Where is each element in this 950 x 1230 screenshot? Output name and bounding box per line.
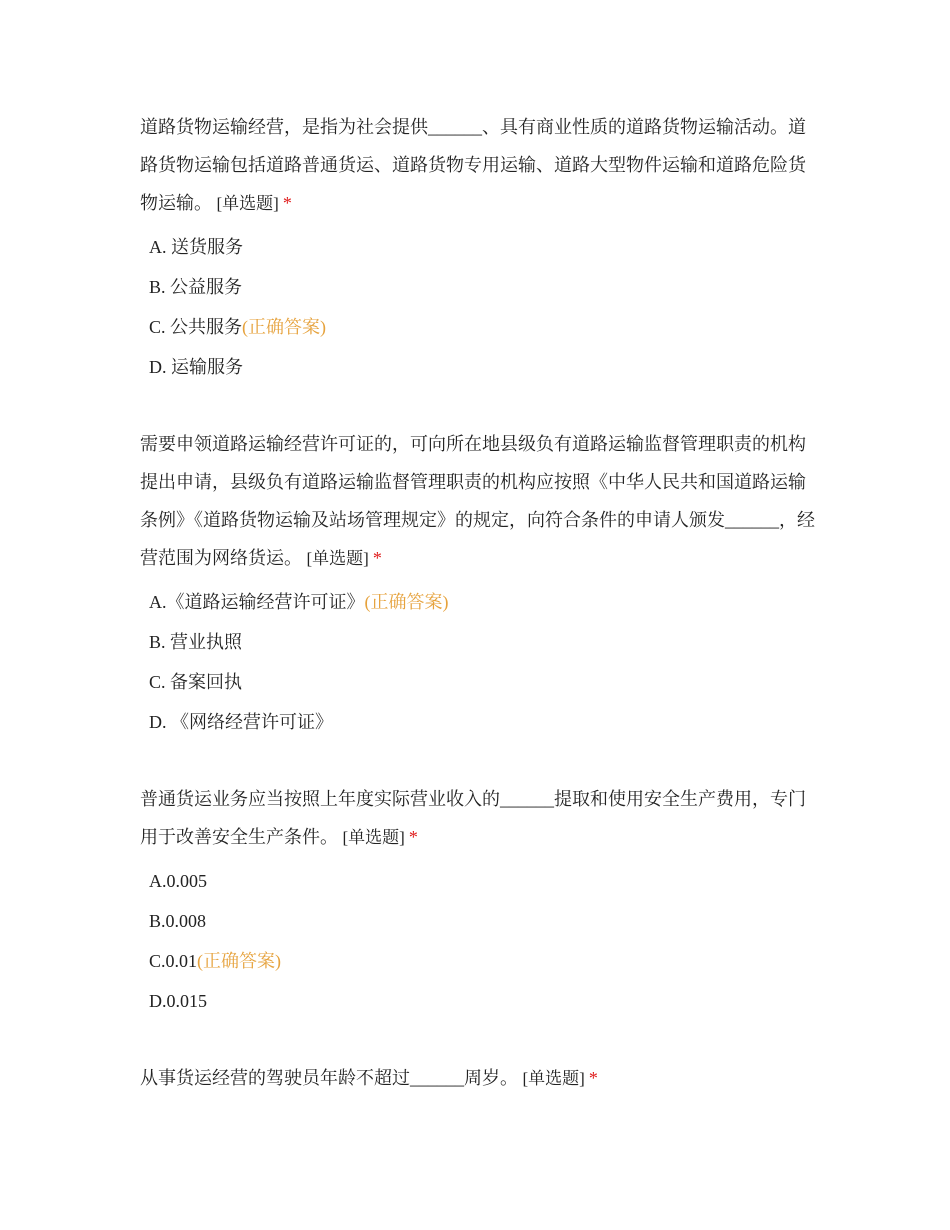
option-label: B. 公益服务 [149,277,243,297]
option-list [140,861,820,1021]
question-2 [140,425,820,742]
question-text [140,425,820,578]
correct-answer-mark: (正确答案) [242,317,327,337]
question-stem: 普通货运业务应当按照上年度实际营业收入的______提取和使用安全生产费用，专门用于改善安全生产条件。 [140,789,806,847]
option-a[interactable] [140,227,820,267]
option-label: B.0.008 [149,911,207,931]
correct-answer-mark: (正确答案) [364,592,449,612]
required-mark: * [372,548,382,568]
option-c[interactable] [140,662,820,702]
question-4 [140,1059,820,1098]
option-c[interactable] [140,307,820,347]
required-mark: * [588,1068,598,1088]
correct-answer-mark: (正确答案) [197,951,282,971]
question-type-tag: [单选题] [342,828,405,847]
question-stem: 从事货运经营的驾驶员年龄不超过______周岁。 [140,1068,518,1088]
question-text [140,108,820,223]
required-mark: * [408,827,418,847]
option-label: D. 《网络经营许可证》 [149,712,333,732]
question-list [140,108,820,1136]
option-list [140,582,820,742]
option-label: C.0.01 [149,951,198,971]
required-mark: * [282,193,292,213]
option-d[interactable] [140,702,820,742]
question-text [140,1059,820,1098]
question-type-tag: [单选题] [522,1069,585,1088]
question-stem: 道路货物运输经营，是指为社会提供______、具有商业性质的道路货物运输活动。道路货物运输包括道路普通货运、道路货物专用运输、道路大型物件运输和道路危险货物运输。 [140,117,806,213]
question-3 [140,780,820,1021]
option-b[interactable] [140,267,820,307]
option-d[interactable] [140,981,820,1021]
question-type-tag: [单选题] [216,194,279,213]
question-text [140,780,820,857]
option-label: A.《道路运输经营许可证》 [149,592,365,612]
option-b[interactable] [140,622,820,662]
question-1 [140,108,820,387]
question-type-tag: [单选题] [306,549,369,568]
option-a[interactable] [140,861,820,901]
option-label: A. 送货服务 [149,237,243,257]
option-label: B. 营业执照 [149,632,243,652]
option-label: A.0.005 [149,871,207,891]
option-label: D.0.015 [149,991,207,1011]
option-b[interactable] [140,901,820,941]
option-label: C. 公共服务 [149,317,243,337]
question-stem: 需要申领道路运输经营许可证的，可向所在地县级负有道路运输监督管理职责的机构提出申请，县级负有道路运输监督管理职责的机构应按照《中华人民共和国道路运输条例》《道路货物运输及站场管理规定》的规定，向符合条件的申请人颁发______，经营范围为网络货运。 [140,434,815,568]
option-a[interactable] [140,582,820,622]
option-label: D. 运输服务 [149,357,243,377]
option-list [140,227,820,387]
option-label: C. 备案回执 [149,672,243,692]
option-c[interactable] [140,941,820,981]
option-d[interactable] [140,347,820,387]
